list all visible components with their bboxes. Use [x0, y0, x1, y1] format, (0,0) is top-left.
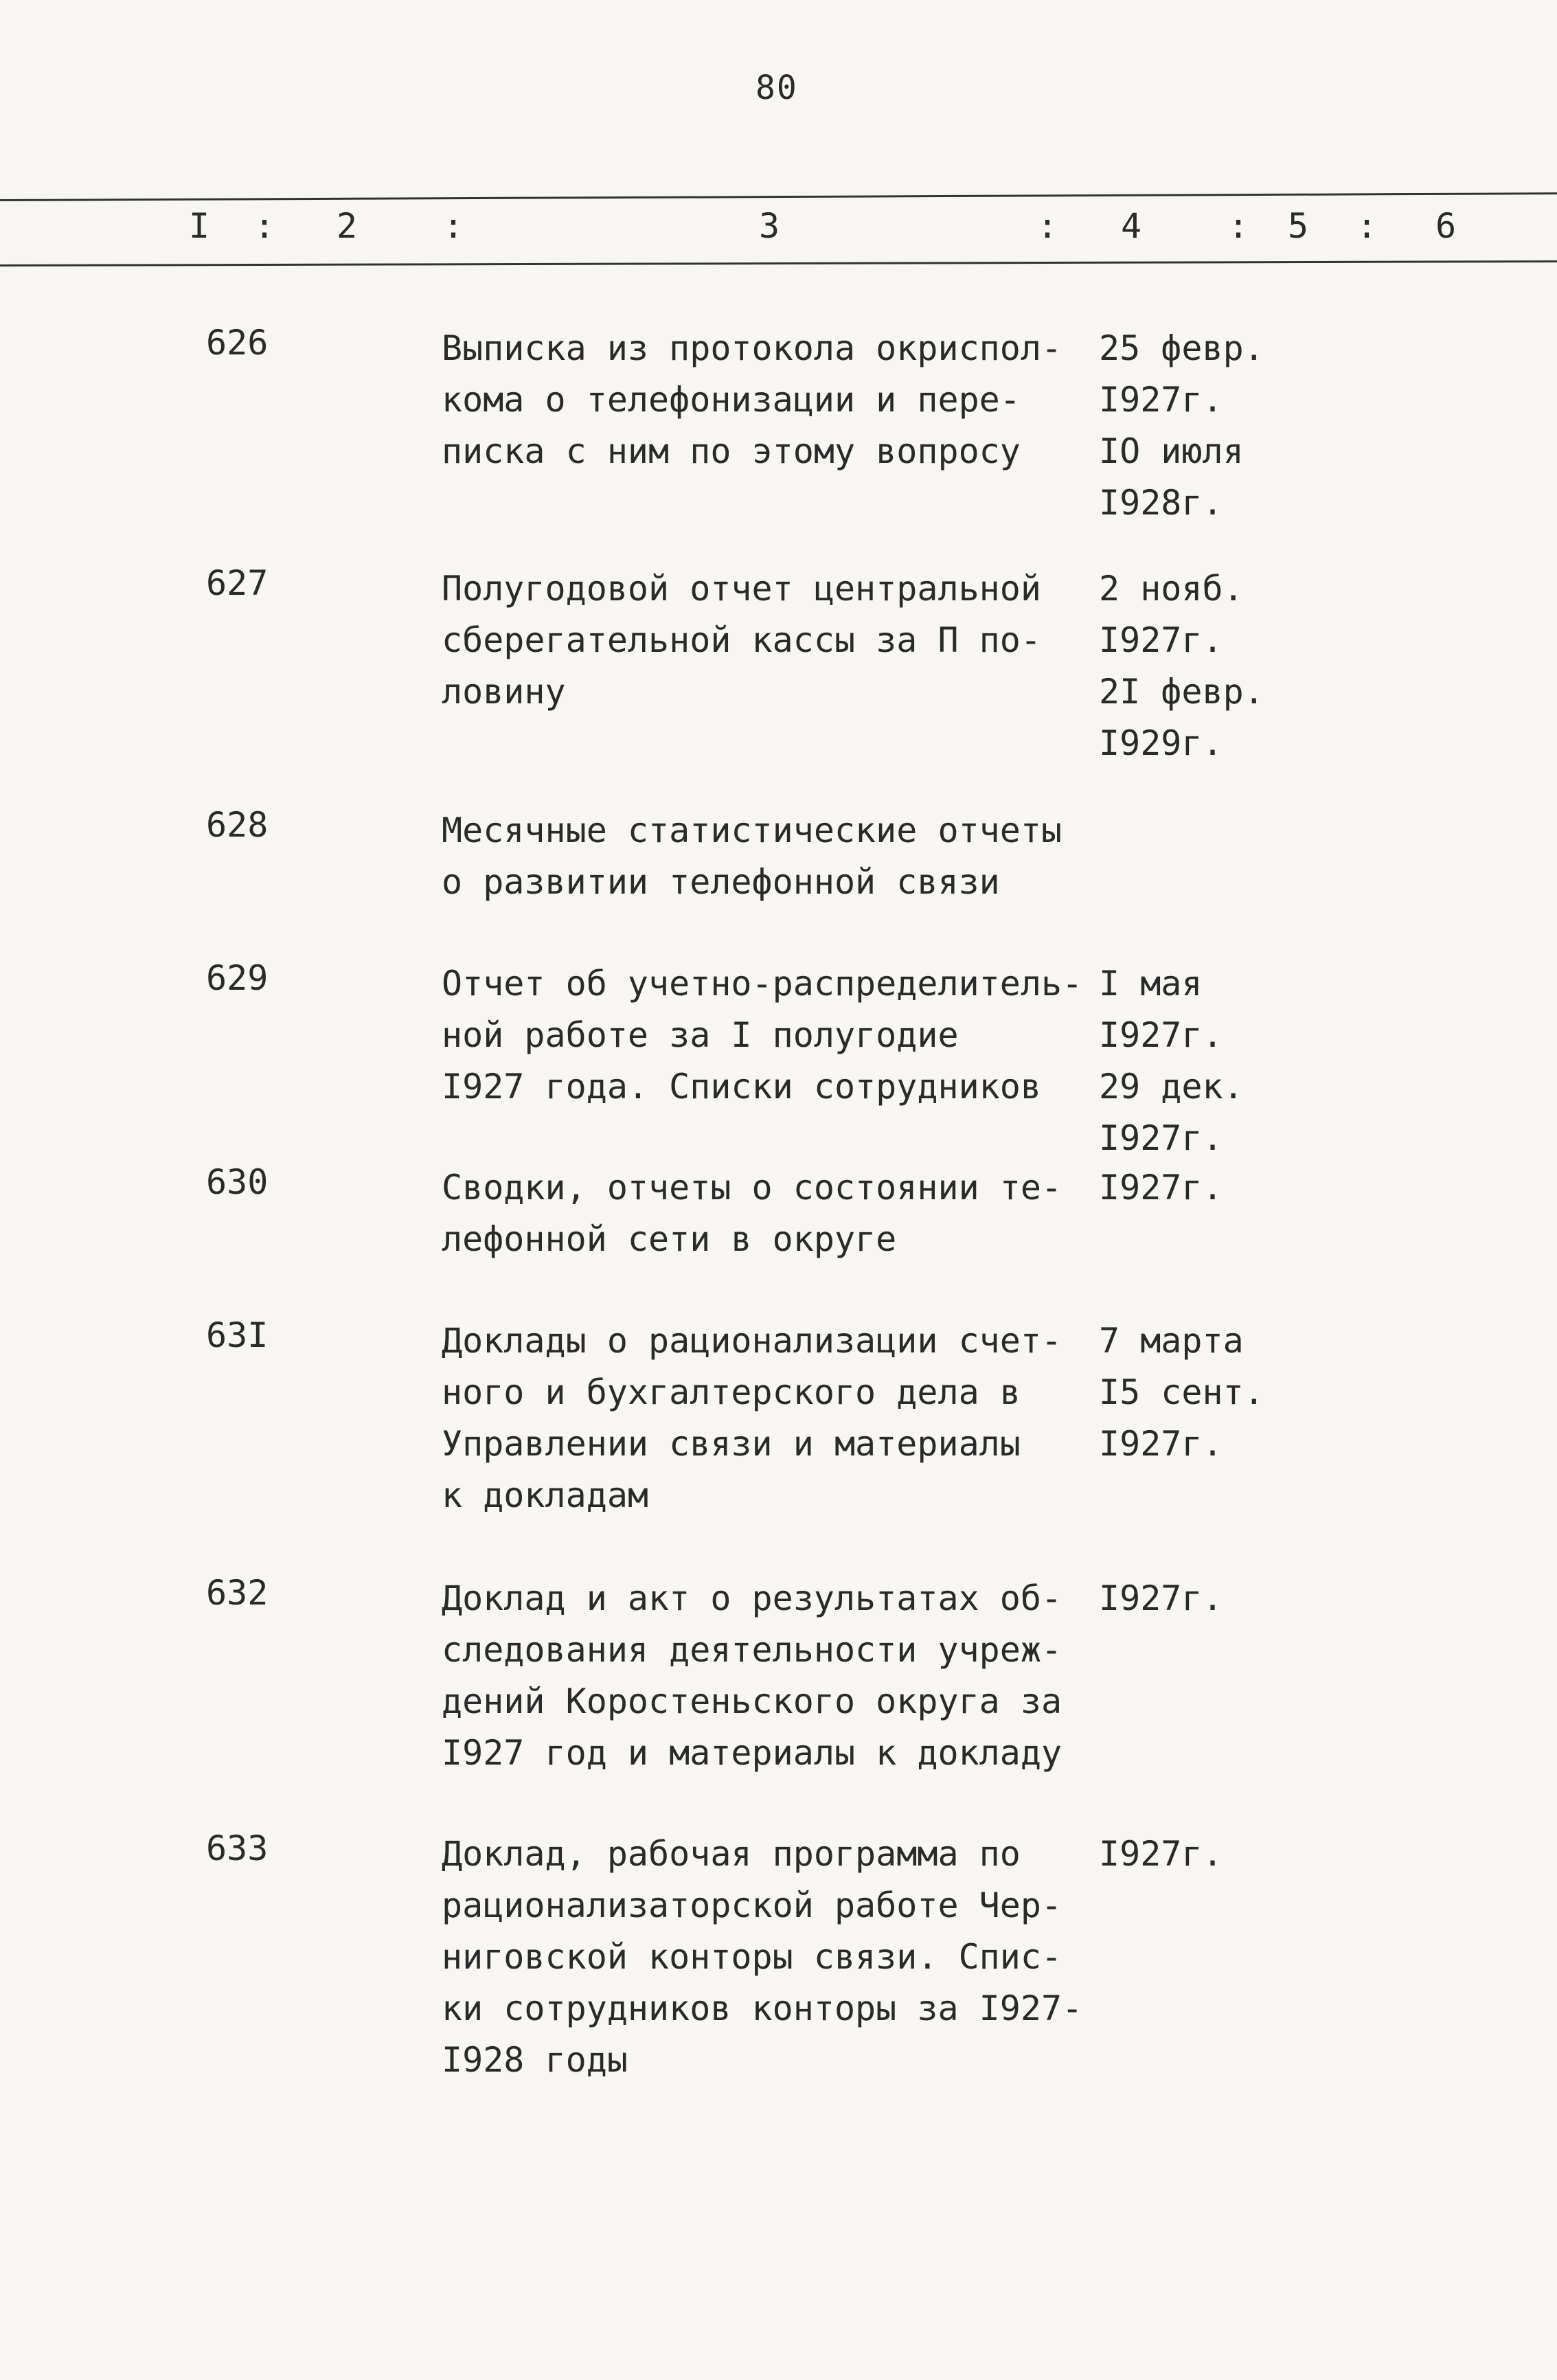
file-number: 629: [206, 958, 269, 998]
file-title: Доклады о рационализации счет- ного и бухгалтерского дела в Управлении связи и материалы к докладам: [442, 1321, 1062, 1515]
column-separator: :: [254, 206, 275, 246]
column-separator: :: [1356, 206, 1378, 246]
header-top-rule: [0, 192, 1557, 201]
file-title: Доклад и акт о результатах об- следования деятельности учреж- дений Коростеньского округа за I927 год и материалы к докладу: [442, 1578, 1062, 1773]
header-bottom-rule: [0, 260, 1557, 267]
column-header: 5: [1288, 206, 1309, 246]
file-number: 63I: [206, 1315, 269, 1355]
column-separator: :: [1037, 206, 1058, 246]
file-dates: 25 февр. I927г. IO июля I928г.: [1099, 328, 1264, 523]
file-dates: I927г.: [1099, 1578, 1223, 1618]
column-separator: :: [443, 206, 464, 246]
file-title: Доклад, рабочая программа по рационализаторской работе Чер- ниговской конторы связи. Спис- ки сотрудников конторы за I927- I928 годы: [442, 1834, 1083, 2080]
column-separator: :: [1228, 206, 1249, 246]
file-number: 627: [206, 563, 269, 603]
column-header: 2: [337, 206, 358, 246]
column-header: 6: [1435, 206, 1457, 246]
file-number: 630: [206, 1162, 269, 1202]
file-number: 628: [206, 805, 269, 845]
file-title: Полугодовой отчет центральной сберегательной кассы за П по- ловину: [442, 569, 1041, 712]
page-number: 80: [755, 69, 798, 107]
file-dates: I мая I927г. 29 дек. I927г.: [1099, 964, 1244, 1158]
file-title: Месячные статистические отчеты о развитии телефонной связи: [442, 811, 1062, 902]
column-header: I: [189, 206, 210, 246]
file-title: Выписка из протокола окриспол- кома о телефонизации и пере- писка с ним по этому вопросу: [442, 328, 1062, 471]
file-title: Отчет об учетно-распределитель- ной работе за I полугодие I927 года. Списки сотрудников: [442, 964, 1083, 1107]
file-title: Сводки, отчеты о состоянии те- лефонной сети в округе: [442, 1168, 1062, 1259]
file-number: 633: [206, 1828, 269, 1868]
file-dates: I927г.: [1099, 1834, 1223, 1874]
file-dates: I927г.: [1099, 1168, 1223, 1208]
column-header: 3: [759, 206, 780, 246]
file-dates: 7 марта I5 сент. I927г.: [1099, 1321, 1264, 1464]
file-number: 632: [206, 1573, 269, 1613]
file-dates: 2 нояб. I927г. 2I февр. I929г.: [1099, 569, 1264, 763]
column-header: 4: [1121, 206, 1142, 246]
file-number: 626: [206, 323, 269, 363]
